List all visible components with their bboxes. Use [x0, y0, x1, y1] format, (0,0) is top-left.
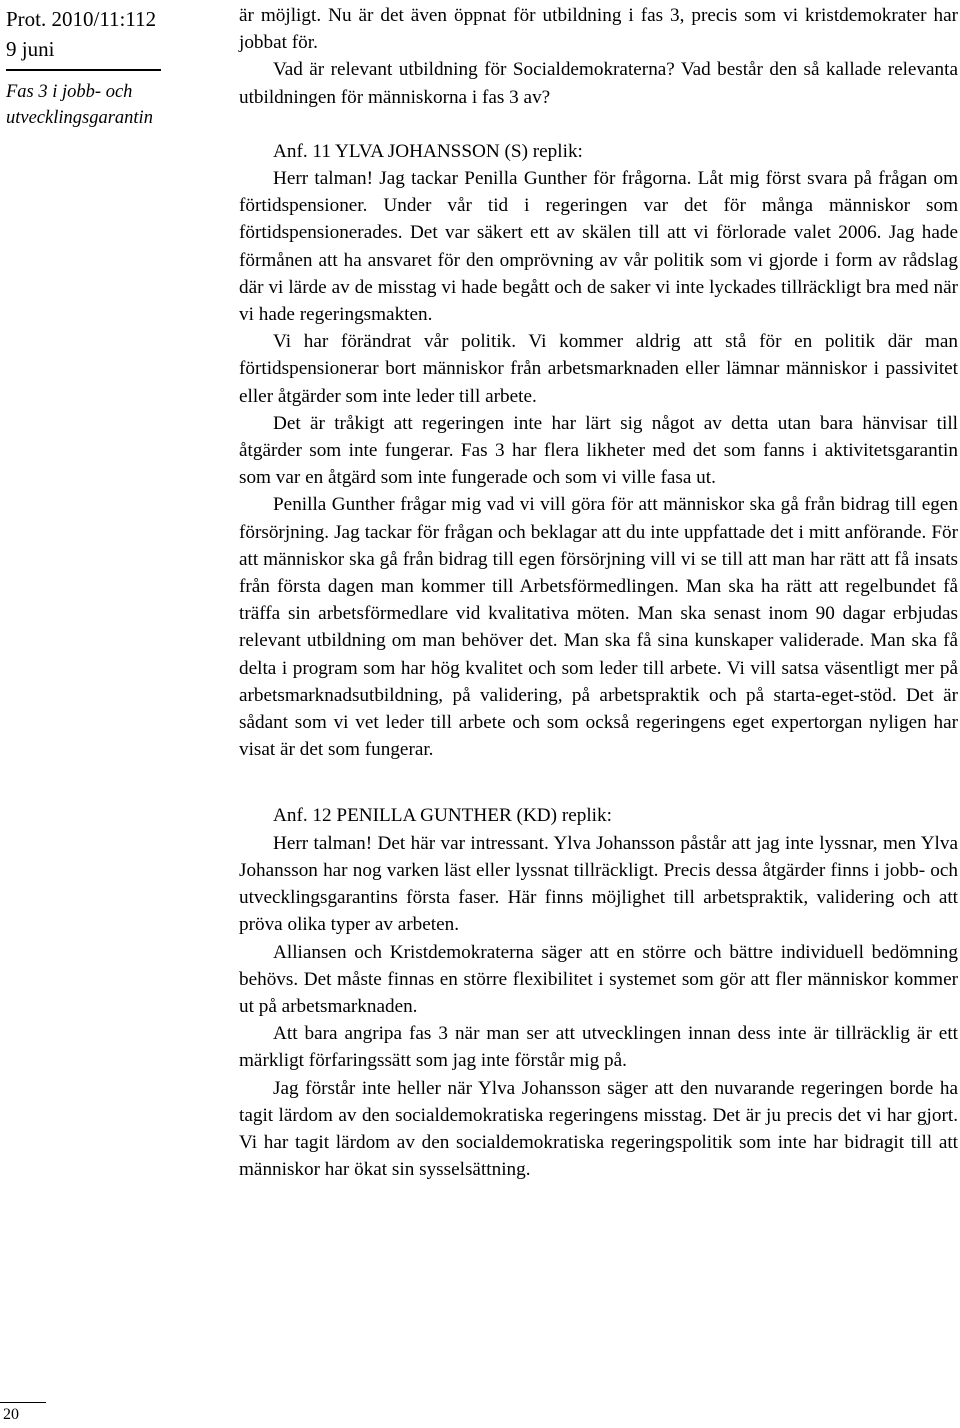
anf-12-paragraph-1: Herr talman! Det här var intressant. Ylva Johansson påstår att jag inte lyssnar, men Ylva Johansson har nog varken läst eller lyssnat tillräckligt. Precis dessa åtgärder finns i jobb- och utvecklingsgarantins första faser. Här finns möjlighet till arbetspraktik, validering och att pröva olika typer av arbeten.	[239, 832, 958, 936]
opening-paragraph: är möjligt. Nu är det även öppnat för utbildning i fas 3, precis som vi kristdemokrater har jobbat för.	[239, 5, 958, 54]
protocol-number: Prot. 2010/11:112	[6, 7, 157, 31]
spacer	[239, 763, 958, 802]
page-number-divider	[0, 1402, 46, 1403]
topic-line-1: Fas 3 i jobb- och	[6, 82, 133, 102]
session-date: 9 juni	[6, 37, 55, 61]
anf-12-paragraph-3: Att bara angripa fas 3 när man ser att utvecklingen innan dess inte är tillräcklig är ett märkligt förfaringssätt som jag inte förstår mig på.	[239, 1023, 958, 1072]
margin-divider	[6, 69, 161, 71]
anf-12-heading: Anf. 12 PENILLA GUNTHER (KD) replik:	[273, 805, 612, 827]
page-number: 20	[3, 1406, 19, 1423]
anf-11-paragraph-3: Det är tråkigt att regeringen inte har lärt sig något av detta utan bara hänvisar till åtgärder som inte fungerar. Fas 3 har flera likheter med det som fanns i aktivitetsgarantin som var en åtgärd som inte fungerade och som vi ville fasa ut.	[239, 412, 958, 489]
anf-11-heading: Anf. 11 YLVA JOHANSSON (S) replik:	[273, 140, 583, 162]
speech-body	[239, 2, 958, 1183]
anf-11-paragraph-1: Herr talman! Jag tackar Penilla Gunther för frågorna. Låt mig först svara på frågan om förtidspensioner. Under vår tid i regeringen var det för många människor som förtidspensionerades. Det var säkert ett av skälen till att vi förlorade valet 2006. Jag hade förmånen att ha ansvaret för den omprövning av vår politik som vi gjorde i form av rådslag där vi lärde av de misstag vi hade begått och de saker vi inte lyckades tillräckligt bra med när vi hade regeringsmakten.	[239, 168, 958, 326]
margin-column	[6, 4, 206, 131]
spacer	[239, 111, 958, 138]
anf-12-paragraph-2: Alliansen och Kristdemokraterna säger att en större och bättre individuell bedömning behövs. Det måste finnas en större flexibilitet i systemet som gör att fler människor kommer ut på arbetsmarknaden.	[239, 941, 958, 1017]
anf-11-paragraph-2: Vi har förändrat vår politik. Vi kommer aldrig att stå för en politik där man förtidspensionerar bort människor från arbetsmarknaden eller lämnar människor i passivitet eller åtgärder som inte leder till arbete.	[239, 331, 958, 407]
anf-11-paragraph-4: Penilla Gunther frågar mig vad vi vill göra för att människor ska gå från bidrag till egen försörjning. Jag tackar för frågan och beklagar att du inte uppfattade det i mitt anförande. För att människor ska gå från bidrag till egen försörjning vill vi se till att man har rätt att få insats från första dagen man kommer till Arbetsförmedlingen. Man ska ha rätt att regelbundet få träffa sin arbetsförmedlare vid kvalitativa möten. Man ska senast inom 90 dagar erbjudas relevant utbildning om man behöver det. Man ska få sina kunskaper validerade. Man ska få delta i program som har hög kvalitet och som leder till arbete. Vi vill satsa väsentligt mer på arbetsmarknadsutbildning, på validering, på arbetspraktik och på starta-eget-stöd. Det är sådant som vi vet leder till arbete och som också regeringens eget expertorgan nyligen har visat är det som fungerar.	[239, 494, 958, 761]
anf-12-paragraph-4: Jag förstår inte heller när Ylva Johansson säger att den nuvarande regeringen borde ha tagit lärdom av den socialdemokratiska regeringens misstag. Det är ju precis det vi har gjort. Vi har tagit lärdom av den socialdemokratiska regeringspolitik som inte har bidragit till att människor har ökat sin sysselsättning.	[239, 1077, 958, 1181]
topic-heading	[6, 79, 206, 131]
topic-line-2: utvecklingsgarantin	[6, 108, 153, 128]
opening-question: Vad är relevant utbildning för Socialdemokraterna? Vad består den så kallade relevanta utbildningen för människorna i fas 3 av?	[239, 59, 958, 108]
